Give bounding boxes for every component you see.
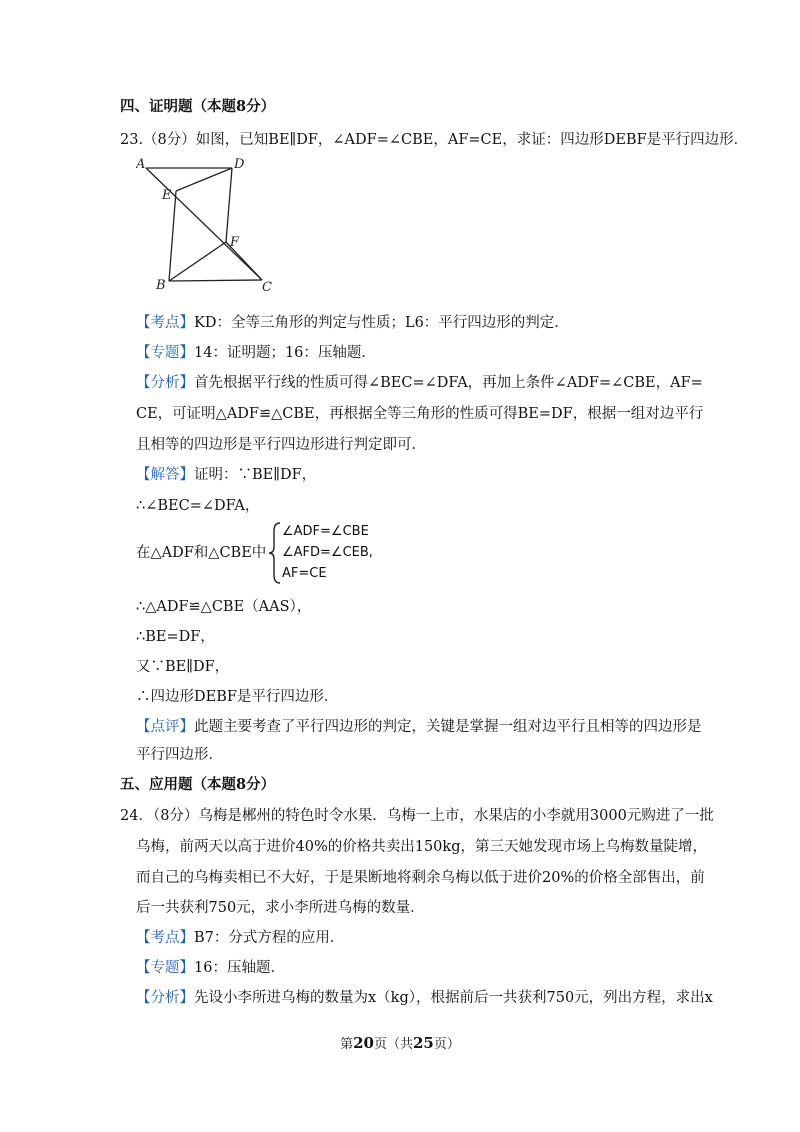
- point-label-b: B: [156, 278, 166, 293]
- section-heading-application: 五、应用题（本题8分）: [120, 776, 276, 793]
- dianping-line-1: 此题主要考查了平行四边形的判定，关键是掌握一组对边平行且相等的四边形是: [194, 719, 702, 735]
- proof-step-3: ∴△ADF≌△CBE（AAS），: [136, 599, 312, 615]
- q24-kaodian-text: B7：分式方程的应用．: [194, 930, 345, 946]
- question-24-stem-line-3: 而自己的乌梅卖相已不大好，于是果断地将剩余乌梅以低于进价20%的价格全部售出，前: [136, 870, 705, 886]
- point-label-e: E: [162, 188, 172, 203]
- point-label-d: D: [234, 157, 245, 172]
- segment-bc: [169, 280, 262, 281]
- q24-zhuanti-tag: 【专题】: [136, 960, 194, 976]
- segment-eb: [169, 191, 176, 281]
- question-24-stem-line-1: 24．（8分）乌梅是郴州的特色时令水果．乌梅一上市，水果店的小李就用3000元购进了一批: [120, 808, 714, 824]
- brace-line-1: ∠ADF=∠CBE: [282, 524, 369, 539]
- fenxi-tag: 【分析】: [136, 375, 194, 391]
- dianping-line-2: 平行四边形．: [136, 747, 223, 763]
- kaodian-row: [136, 313, 569, 333]
- q24-fenxi-row: [136, 988, 713, 1008]
- proof-step-4: ∴BE=DF，: [136, 629, 215, 645]
- q24-kaodian-tag: 【考点】: [136, 930, 194, 946]
- dianping-tag: 【点评】: [136, 719, 194, 735]
- question-24-stem-line-2: 乌梅，前两天以高于进价40%的价格共卖出150kg，第三天她发现市场上乌梅数量陡增，: [136, 839, 707, 855]
- zhuanti-row: [136, 343, 376, 363]
- footer-suffix: 页）: [433, 1037, 460, 1052]
- fenxi-line-1: 首先根据平行线的性质可得∠BEC=∠DFA，再加上条件∠ADF=∠CBE，AF=: [194, 375, 703, 391]
- dianping-row: [136, 717, 702, 737]
- zhuanti-tag: 【专题】: [136, 345, 194, 361]
- footer-prefix: 第: [340, 1037, 354, 1052]
- jieda-row: [136, 465, 316, 485]
- zhuanti-text: 14：证明题；16：压轴题．: [194, 345, 376, 361]
- q24-fenxi-line-1: 先设小李所进乌梅的数量为x（kg），根据前后一共获利750元，列出方程，求出x: [194, 990, 713, 1006]
- footer-page-number: 20: [353, 1034, 374, 1052]
- brace-icon: [268, 521, 282, 585]
- q24-fenxi-tag: 【分析】: [136, 990, 194, 1006]
- q24-zhuanti-text: 16：压轴题．: [194, 960, 285, 976]
- fenxi-line-3: 且相等的四边形是平行四边形进行判定即可．: [136, 437, 426, 453]
- proof-step-1: ∴∠BEC=∠DFA，: [136, 498, 260, 514]
- segment-ed: [176, 168, 232, 191]
- brace-line-2: ∠AFD=∠CEB,: [282, 545, 373, 560]
- kaodian-tag: 【考点】: [136, 315, 194, 331]
- point-label-a: A: [136, 157, 146, 172]
- proof-step-6: ∴四边形DEBF是平行四边形．: [136, 689, 339, 705]
- question-23-stem: 23.（8分）如图，已知BE∥DF，∠ADF=∠CBE，AF=CE，求证：四边形DEBF是平行四边形．: [120, 132, 749, 148]
- q24-kaodian-row: [136, 928, 344, 948]
- proof-step-2: 在△ADF和△CBE中: [136, 545, 267, 561]
- segment-ac: [146, 168, 262, 280]
- brace-conditions: [282, 521, 373, 584]
- footer-mid: 页（共: [373, 1037, 413, 1052]
- segment-df: [226, 168, 232, 242]
- question-24-stem-line-4: 后一共获利750元，求小李所进乌梅的数量．: [136, 900, 425, 916]
- fenxi-line-2: CE，可证明△ADF≌△CBE，再根据全等三角形的性质可得BE=DF，根据一组对边平行: [136, 406, 704, 422]
- proof-step-5: 又∵BE∥DF，: [136, 659, 230, 675]
- brace-line-3: AF=CE: [282, 566, 327, 581]
- q24-zhuanti-row: [136, 958, 285, 978]
- point-label-f: F: [230, 235, 240, 250]
- jieda-tag: 【解答】: [136, 467, 194, 483]
- page-footer: [0, 1033, 800, 1052]
- kaodian-text: KD：全等三角形的判定与性质；L6：平行四边形的判定．: [194, 315, 569, 331]
- segment-bf: [169, 242, 226, 281]
- section-heading-proof: 四、证明题（本题8分）: [120, 98, 276, 115]
- footer-total-pages: 25: [413, 1034, 434, 1052]
- point-label-c: C: [262, 280, 272, 294]
- fenxi-row: [136, 373, 703, 393]
- jieda-line-1: 证明：∵BE∥DF，: [194, 467, 317, 483]
- geometry-figure: [136, 154, 276, 294]
